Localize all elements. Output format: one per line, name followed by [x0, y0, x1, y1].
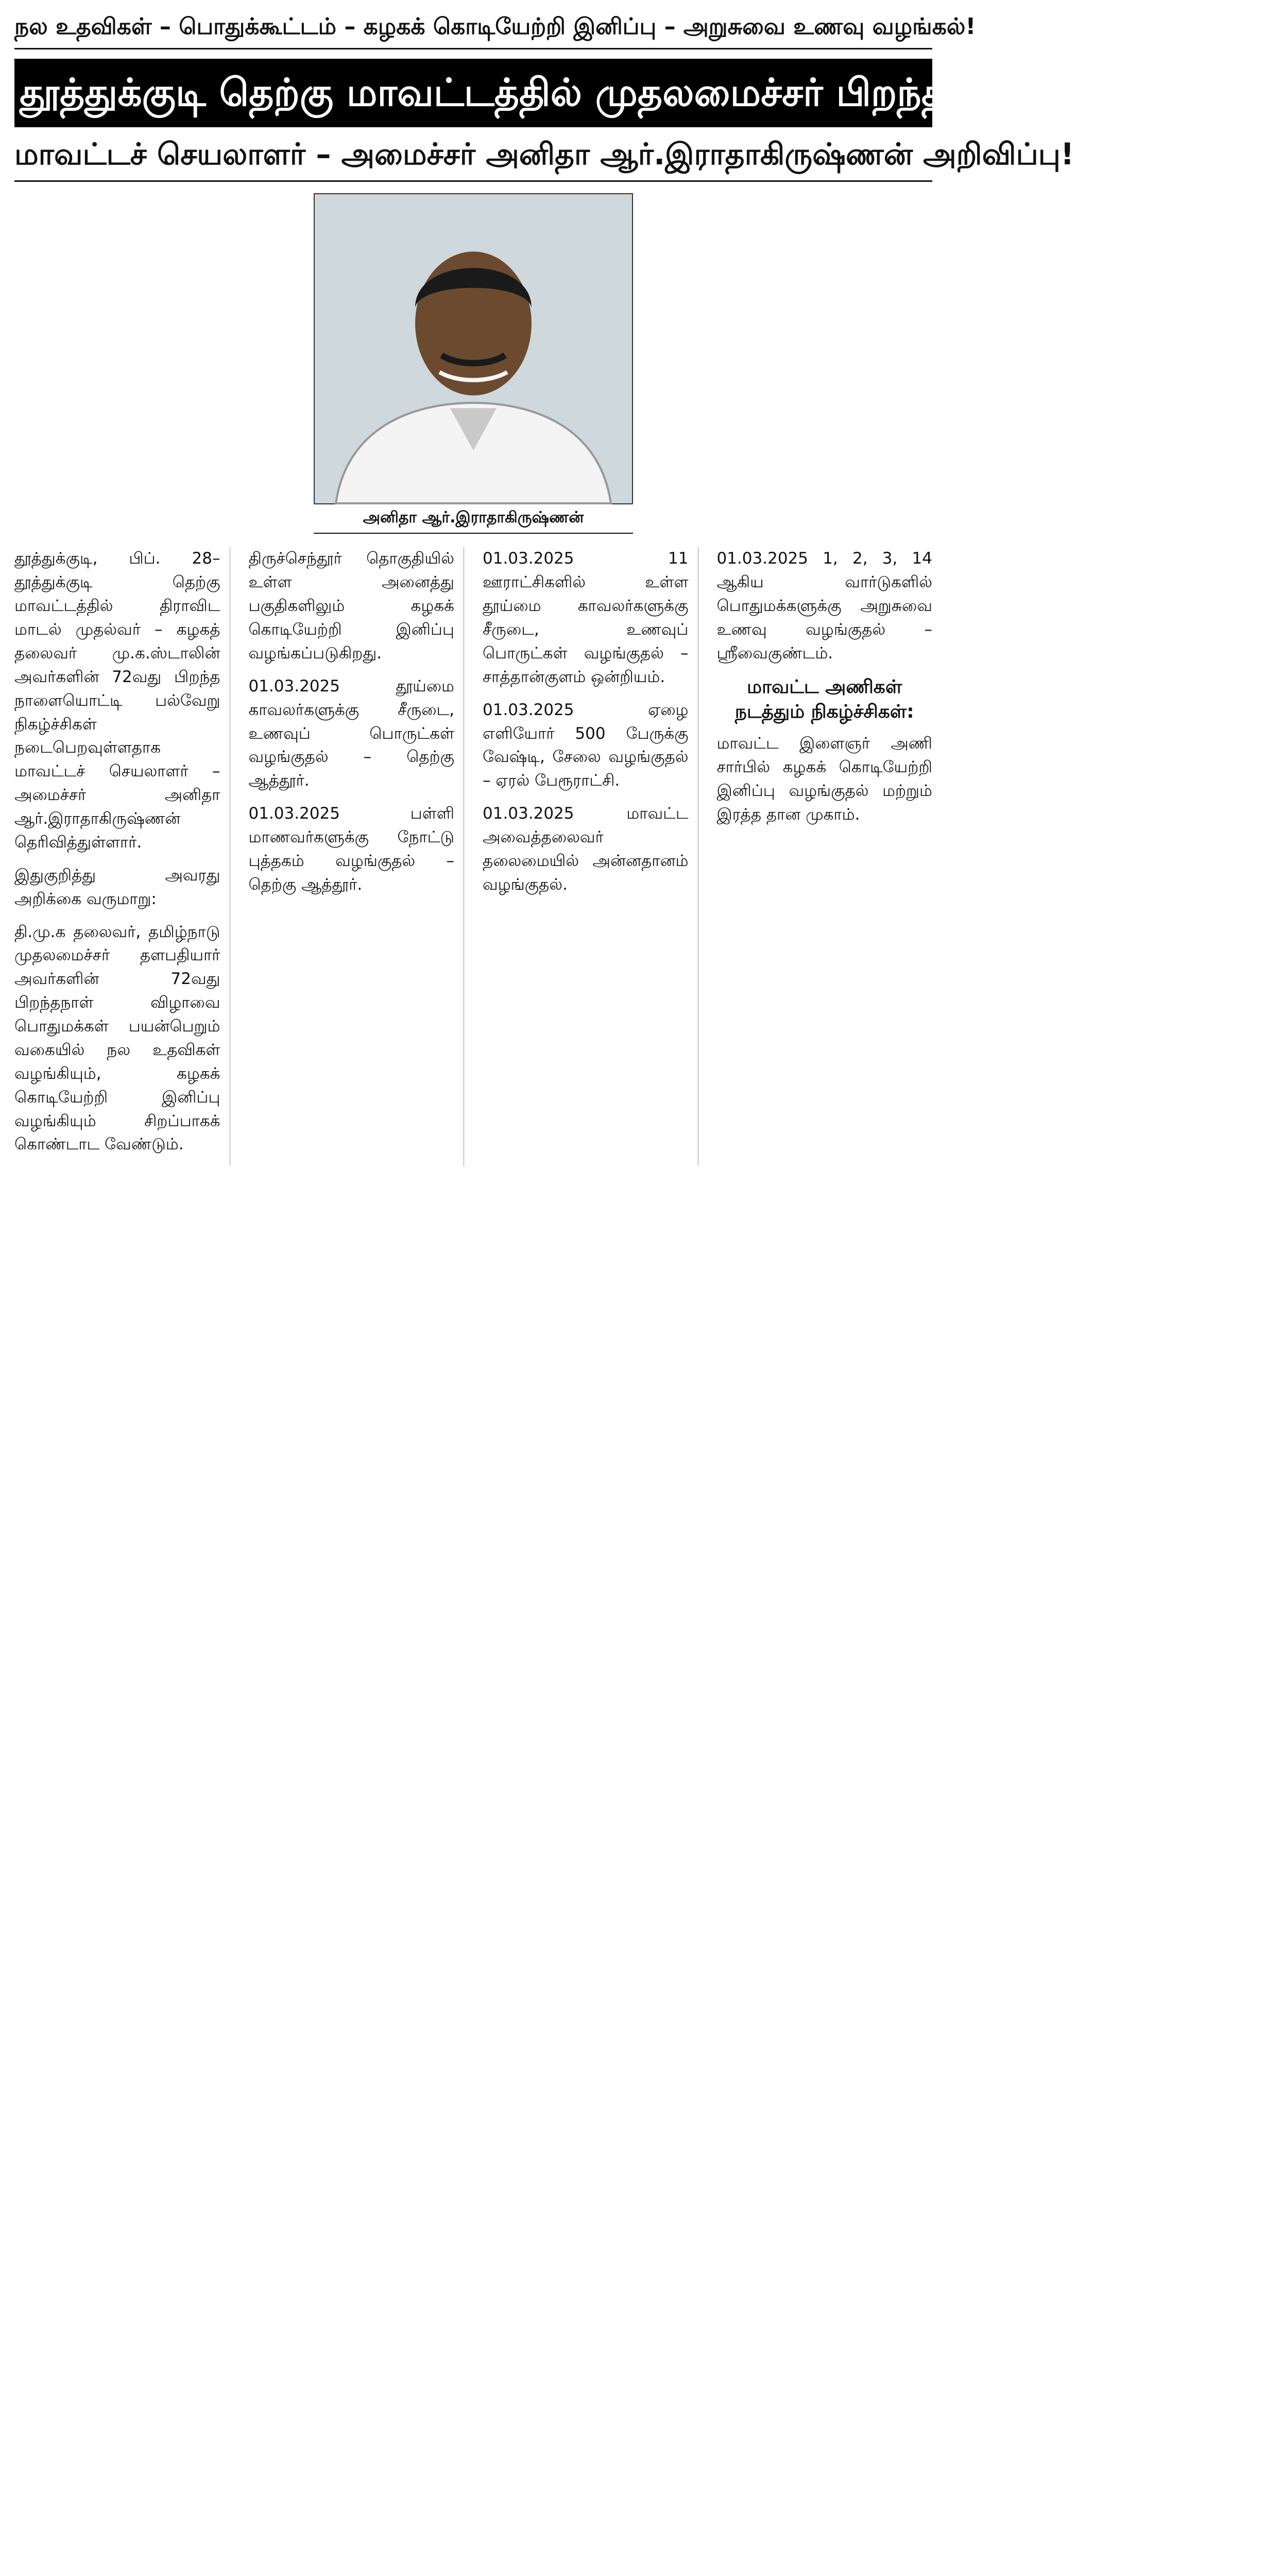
paragraph: 01.03.2025 1, 2, 3, 14 ஆகிய வார்டுகளில் பொதுமக்களுக்கு அறுசுவை உணவு வழங்குதல் – ஸ்ரீவைகுண்டம். — [716, 549, 932, 663]
kicker-line: நல உதவிகள் – பொதுக்கூட்டம் – கழகக் கொடியேற்றி இனிப்பு – அறுசுவை உணவு வழங்கல்! — [14, 12, 932, 49]
column-2 — [249, 547, 465, 1166]
photo-caption: அனிதா ஆர்.இராதாகிருஷ்ணன் — [314, 504, 633, 534]
paragraph: மாவட்ட இளைஞர் அணி சார்பில் கழகக் கொடியேற்றி இனிப்பு வழங்குதல் மற்றும் இரத்த தான முகாம். — [716, 734, 932, 824]
paragraph: இதுகுறித்து அவரது அறிக்கை வருமாறு: — [14, 866, 220, 908]
paragraph: 01.03.2025 ஏழை எளியோர் 500 பேருக்கு வேஷ்டி, சேலை வழங்குதல் – ஏரல் பேரூராட்சி. — [483, 700, 689, 790]
paragraph: 01.03.2025 11 ஊராட்சிகளில் உள்ள தூய்மை காவலர்களுக்கு சீருடை, உணவுப் பொருட்கள் வழங்குதல் – சாத்தான்குளம் ஒன்றியம். — [483, 549, 689, 686]
paragraph: தி.மு.க தலைவர், தமிழ்நாடு முதலமைச்சர் தளபதியார் அவர்களின் 72வது பிறந்தநாள் விழாவை பொதுமக்கள் பயன்பெறும் வகையில் நல உதவிகள் வழங்கியும், கழகக் கொடியேற்றி இனிப்பு வழங்கியும் சிறப்பாகக் கொண்டாட வேண்டும். — [14, 922, 220, 1154]
paragraph: 01.03.2025 தூய்மை காவலர்களுக்கு சீருடை, உணவுப் பொருட்கள் வழங்குதல் – தெற்கு ஆத்தூர். — [248, 676, 454, 790]
photo-block — [14, 193, 932, 534]
paragraph: 01.03.2025 பள்ளி மாணவர்களுக்கு நோட்டு புத்தகம் வழங்குதல் – தெற்கு ஆத்தூர். — [248, 804, 454, 894]
person-portrait-icon — [314, 193, 633, 504]
column-3 — [483, 547, 698, 1166]
paragraph: 01.03.2025 மாவட்ட அவைத்தலைவர் தலைமையில் அன்னதானம் வழங்குதல். — [483, 804, 689, 894]
section-heading: மாவட்ட அணிகள் நடத்தும் நிகழ்ச்சிகள்: — [734, 676, 914, 723]
headline-banner: தூத்துக்குடி தெற்கு மாவட்டத்தில் முதலமைச்சர் பிறந்த நாள் நிகழ்ச்சிகள்! — [14, 59, 932, 127]
column-1 — [14, 547, 230, 1166]
article-columns — [14, 547, 932, 1166]
column-4 — [717, 547, 933, 1166]
paragraph: திருச்செந்தூர் தொகுதியில் உள்ள அனைத்து பகுதிகளிலும் கழகக் கொடியேற்றி இனிப்பு வழங்கப்படுகிறது. — [248, 549, 454, 663]
paragraph: தூத்துக்குடி, பிப். 28– தூத்துக்குடி தெற்கு மாவட்டத்தில் திராவிட மாடல் முதல்வர் – கழகத் தலைவர் மு.க.ஸ்டாலின் அவர்களின் 72வது பிறந்த நாளையொட்டி பல்வேறு நிகழ்ச்சிகள் நடைபெறவுள்ளதாக மாவட்டச் செயலாளர் – அமைச்சர் அனிதா ஆர்.இராதாகிருஷ்ணன் தெரிவித்துள்ளார். — [14, 549, 220, 852]
subheadline: மாவட்டச் செயலாளர் – அமைச்சர் அனிதா ஆர்.இராதாகிருஷ்ணன் அறிவிப்பு! — [14, 137, 932, 182]
